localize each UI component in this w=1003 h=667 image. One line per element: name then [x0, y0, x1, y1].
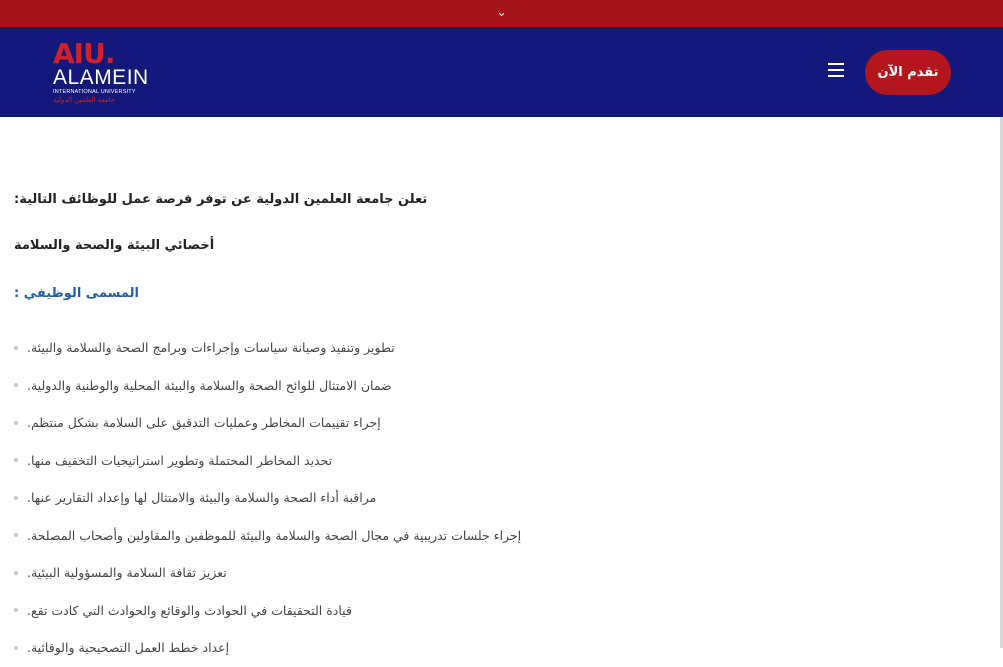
job-posting-content — [0, 117, 1003, 656]
list-item — [14, 329, 521, 367]
bullet-icon — [14, 496, 18, 500]
menu-bar — [828, 63, 844, 65]
position-heading: أخصائي البيئة والصحة والسلامة — [14, 238, 215, 253]
logo-mark: AIU. — [53, 37, 115, 70]
menu-bar — [828, 75, 844, 77]
logo-name: ALAMEIN — [53, 66, 149, 89]
bullet-icon — [14, 421, 18, 425]
duty-text: إعداد خطط العمل التصحيحية والوقائية. — [27, 640, 230, 656]
list-item — [14, 517, 521, 555]
duty-text: إجراء تقييمات المخاطر وعمليات التدقيق على السلامة بشكل منتظم. — [27, 415, 381, 431]
bullet-icon — [14, 571, 18, 575]
list-item — [14, 367, 521, 405]
job-announcement-intro: تعلن جامعة العلمين الدولية عن توفر فرصة عمل للوظائف التالية: — [14, 192, 428, 207]
university-logo[interactable] — [53, 37, 153, 106]
duties-list — [14, 329, 521, 667]
chevron-down-icon[interactable]: ⌄ — [496, 4, 507, 19]
bullet-icon — [14, 383, 18, 387]
logo-arabic-name: جامعة العلمين الدولية — [53, 96, 116, 104]
duty-text: قيادة التحقيقات في الحوادث والوقائع والحوادث التي كادت تقع. — [27, 602, 352, 618]
bullet-icon — [14, 608, 18, 612]
bullet-icon — [14, 533, 18, 537]
job-title-label: المسمى الوظيفي : — [14, 286, 139, 301]
duty-text: إجراء جلسات تدريبية في مجال الصحة والسلامة والبيئة للموظفين والمقاولين وأصحاب المصلحة. — [27, 527, 522, 543]
menu-bar — [828, 69, 844, 71]
apply-now-button[interactable]: تقدم الآن — [865, 50, 951, 95]
bullet-icon — [14, 346, 18, 350]
list-item — [14, 442, 521, 480]
site-header — [0, 27, 1003, 117]
duty-text: تحديد المخاطر المحتملة وتطوير استراتيجيات التخفيف منها. — [27, 452, 333, 468]
top-announcement-bar[interactable] — [0, 0, 1003, 27]
bullet-icon — [14, 458, 18, 462]
logo-subtitle: INTERNATIONAL UNIVERSITY — [53, 89, 136, 95]
duty-text: مراقبة أداء الصحة والسلامة والبيئة والامتثال لها وإعداد التقارير عنها. — [27, 490, 377, 506]
list-item — [14, 479, 521, 517]
list-item — [14, 554, 521, 592]
duty-text: ضمان الامتثال للوائح الصحة والسلامة والبيئة المحلية والوطنية والدولية. — [27, 377, 392, 393]
list-item — [14, 404, 521, 442]
duty-text: تطوير وتنفيذ وصيانة سياسات وإجراءات وبرامج الصحة والسلامة والبيئة. — [27, 340, 395, 356]
hamburger-menu-icon[interactable] — [828, 63, 846, 79]
duty-text: تعزيز ثقافة السلامة والمسؤولية البيئية. — [27, 565, 227, 581]
list-item — [14, 592, 521, 630]
